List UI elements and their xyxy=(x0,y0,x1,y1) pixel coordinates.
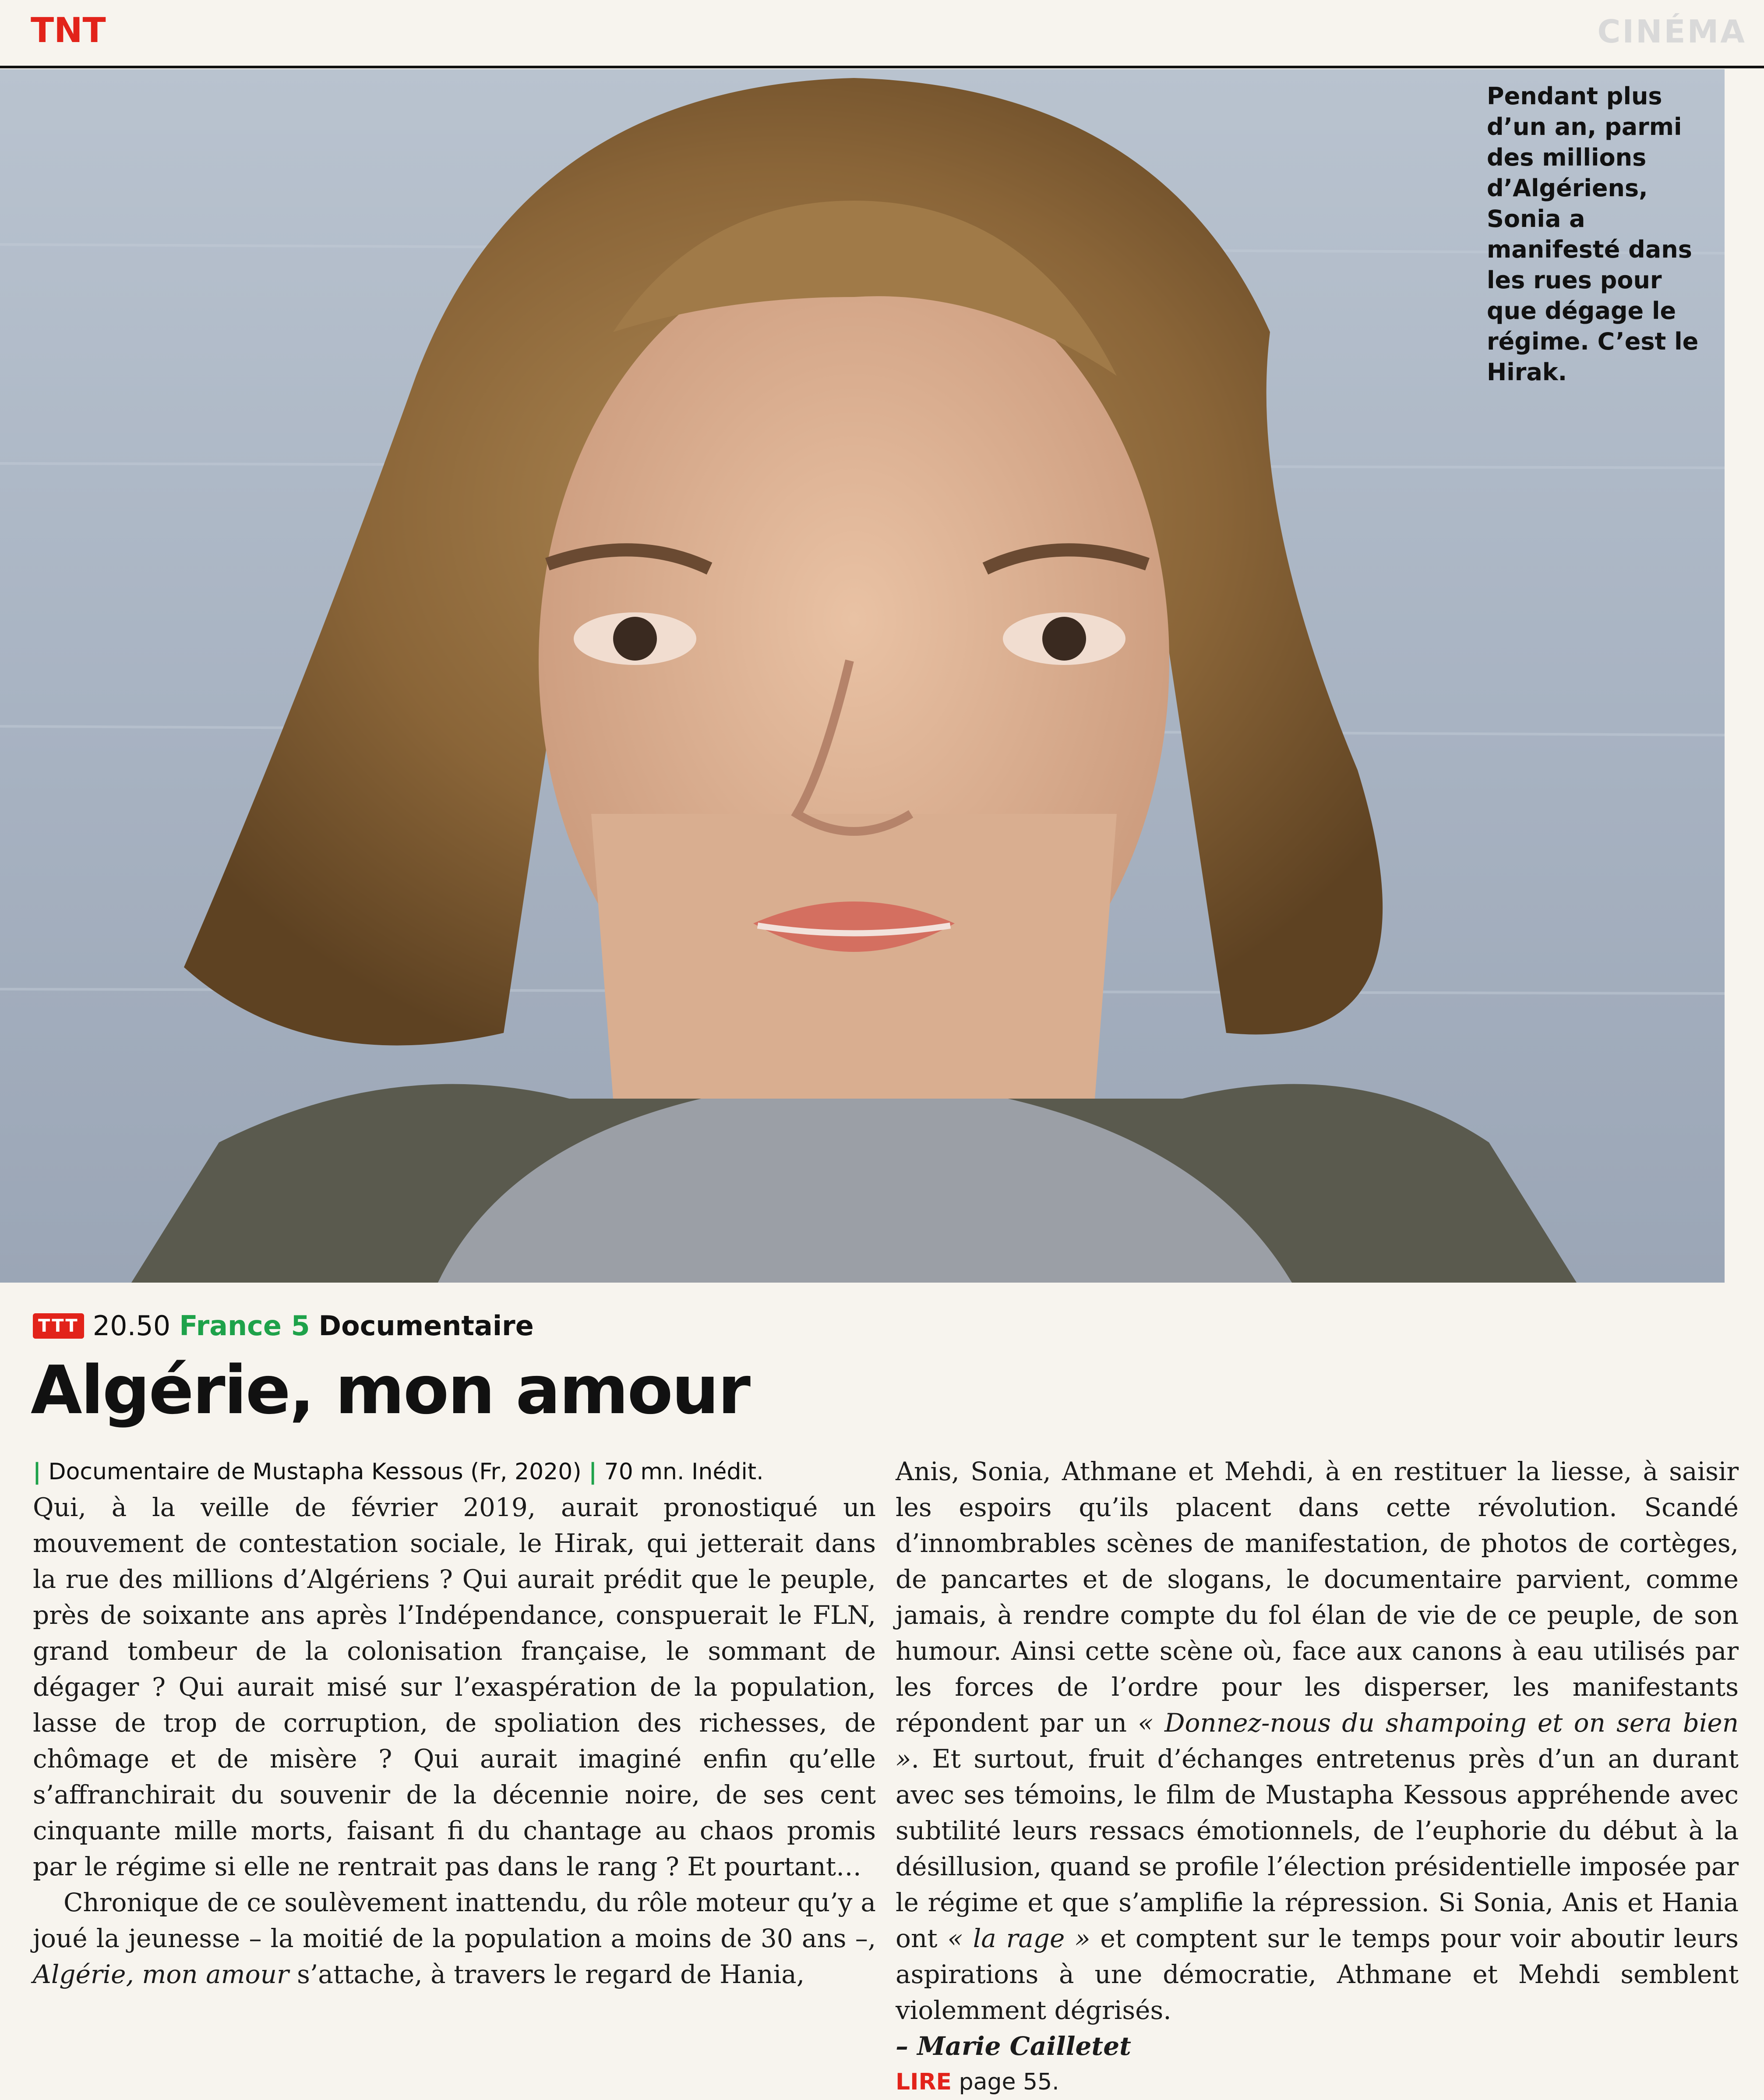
section-label-right: CINÉMA xyxy=(1597,13,1746,50)
listing-kicker xyxy=(33,1310,534,1342)
program-title: Algérie, mon amour xyxy=(31,1351,749,1429)
broadcast-time: 20.50 xyxy=(92,1310,171,1342)
article-signature: – Marie Cailletet xyxy=(896,2031,1131,2061)
top-rule xyxy=(0,66,1764,68)
duration-text: 70 mn. Inédit. xyxy=(604,1459,764,1485)
program-credits: | Documentaire de Mustapha Kessous (Fr, 2020) | 70 mn. Inédit. xyxy=(33,1459,764,1485)
credits-text: Documentaire de Mustapha Kessous (Fr, 2020) xyxy=(48,1459,582,1485)
article-paragraph-2-start: Chronique de ce soulèvement inattendu, du rôle moteur qu’y a joué la jeunesse – la moitié de la population a moins de 30 ans –, Algérie, mon amour s’attache, à travers le regard de Hania, xyxy=(33,1888,876,1989)
article-paragraph-2-continued: Anis, Sonia, Athmane et Mehdi, à en restituer la liesse, à saisir les espoirs qu’ils placent dans cette révolution. Scandé d’innombrables scènes de manifestation, de photos de cortèges, de pancartes et de slogans, le documentaire parvient, comme jamais, à rendre compte du fol élan de vie de ce peuple, de son humour. Ainsi cette scène où, face aux canons à eau utilisés par les forces de l’ordre pour les disperser, les manifestants répondent par un « Donnez-nous du shampoing et on sera bien ». Et surtout, fruit d’échanges entretenus près d’un an durant avec ses témoins, le film de Mustapha Kessous appréhende avec subtilité leurs ressacs émotionnels, de l’euphorie du début à la désillusion, quand se profile l’élection présidentielle imposée par le régime et que s’amplifie la répression. Si Sonia, Anis et Hania ont « la rage » et comptent sur le temps pour voir aboutir leurs aspirations à une démocratie, Athmane et Mehdi semblent violemment dégrisés. xyxy=(896,1457,1739,2025)
photo-caption: Pendant plus d’un an, parmi des millions d’Algériens, Sonia a manifesté dans les rues pour que dégage le régime. C’est le Hirak. xyxy=(1487,82,1699,386)
see-also-reference[interactable]: LIRE page 55. xyxy=(896,2069,1059,2095)
ttt-rating-badge: TTT xyxy=(33,1313,84,1339)
program-genre: Documentaire xyxy=(318,1310,534,1342)
channel-name: France 5 xyxy=(179,1310,310,1342)
article-column-right xyxy=(896,1453,1739,2100)
portrait-photo xyxy=(0,69,1725,1283)
article-paragraph-1: Qui, à la veille de février 2019, aurait pronostiqué un mouvement de contestation sociale, le Hirak, qui jetterait dans la rue des millions d’Algériens ? Qui aurait prédit que le peuple, près de soixante ans après l’Indépendance, conspuerait le FLN, grand tombeur de la colonisation française, le sommant de dégager ? Qui aurait misé sur l’exaspération de la population, lasse de trop de corruption, de spoliation des richesses, de chômage et de misère ? Qui aurait imaginé enfin qu’elle s’affranchirait du souvenir de la décennie noire, de ses cent cinquante mille morts, faisant fi du chantage au chaos promis par le régime si elle ne rentrait pas dans le rang ? Et pourtant… xyxy=(33,1492,876,1881)
section-label: TNT xyxy=(31,11,106,50)
article-column-left xyxy=(33,1489,876,1992)
